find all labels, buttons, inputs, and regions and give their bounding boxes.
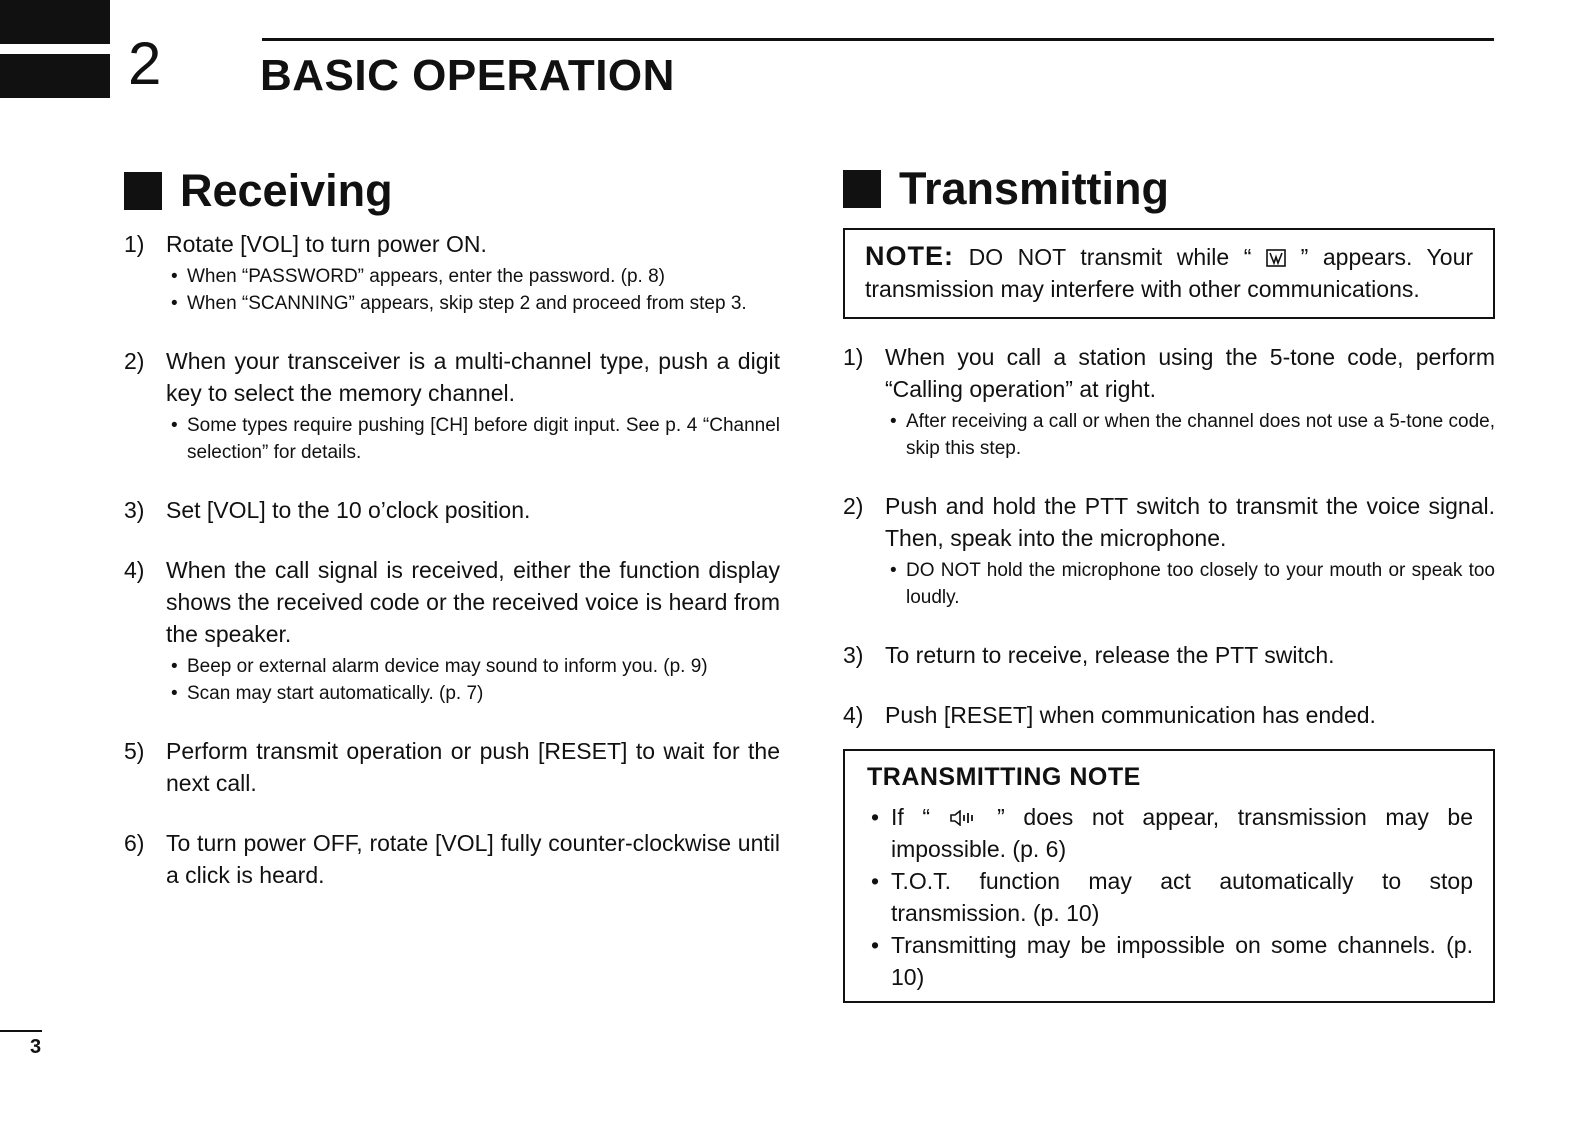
- step-number: 5): [124, 738, 145, 764]
- note-text-end: ” appears. Your transmission may interfere with other communications.: [865, 244, 1474, 302]
- receiving-step: [124, 494, 780, 526]
- step-number: 6): [124, 830, 145, 856]
- step-note: • When “PASSWORD” appears, enter the password. (p. 8): [171, 263, 780, 290]
- page-number: 3: [30, 1036, 42, 1058]
- step-number: 2): [124, 348, 145, 374]
- step-note: • After receiving a call or when the channel does not use a 5-tone code, skip this step.: [890, 408, 1495, 462]
- step-notes: [171, 412, 780, 466]
- transmit-indicator-icon: [949, 810, 979, 826]
- transmitting-note-item: [867, 801, 1473, 865]
- transmitting-note-item: • Transmitting may be impossible on some channels. (p. 10): [867, 929, 1473, 993]
- step-text: When the call signal is received, either the function display shows the received code or the received voice is heard from the speaker.: [166, 557, 780, 647]
- transmitting-note-list: [867, 801, 1473, 993]
- header-rule: [262, 38, 1494, 41]
- transmitting-note-item: • T.O.T. function may act automatically to stop transmission. (p. 10): [867, 865, 1473, 929]
- chapter-number: 2: [128, 30, 162, 97]
- transmitting-heading-text: Transmitting: [899, 163, 1170, 214]
- receiving-step: [124, 735, 780, 799]
- receiving-step: [124, 345, 780, 409]
- transmitting-section: [843, 228, 1495, 1003]
- note-text-start: DO NOT transmit while “: [968, 244, 1252, 270]
- step-text: Rotate [VOL] to turn power ON.: [166, 231, 487, 257]
- tn-item-text-end: ” does not appear, transmission may be impossible. (p. 6): [891, 804, 1473, 862]
- chapter-title: BASIC OPERATION: [260, 51, 675, 100]
- step-text: Set [VOL] to the 10 o’clock position.: [166, 497, 531, 523]
- chapter-tab-marker: [0, 0, 110, 44]
- step-text: Push [RESET] when communication has ended.: [885, 702, 1376, 728]
- step-number: 4): [124, 557, 145, 583]
- transmitting-step: [843, 490, 1495, 554]
- receiving-step: [124, 827, 780, 891]
- note-label: NOTE:: [865, 241, 954, 271]
- step-text: When your transceiver is a multi-channel type, push a digit key to select the memory channel.: [166, 348, 780, 406]
- receiving-heading: [124, 165, 393, 216]
- step-note: • Some types require pushing [CH] before digit input. See p. 4 “Channel selection” for details.: [171, 412, 780, 466]
- receiving-section: [124, 228, 780, 891]
- transmitting-step: [843, 699, 1495, 731]
- step-note: • DO NOT hold the microphone too closely to your mouth or speak too loudly.: [890, 557, 1495, 611]
- step-number: 1): [843, 344, 864, 370]
- step-text: To return to receive, release the PTT switch.: [885, 642, 1335, 668]
- step-notes: [171, 263, 780, 317]
- chapter-tab-marker: [0, 54, 110, 98]
- step-number: 1): [124, 231, 145, 257]
- step-number: 2): [843, 493, 864, 519]
- section-marker-icon: [843, 170, 881, 208]
- step-number: 3): [843, 642, 864, 668]
- receiving-step: [124, 554, 780, 650]
- step-text: When you call a station using the 5-tone code, perform “Calling operation” at right.: [885, 344, 1495, 402]
- transmitting-note-title: TRANSMITTING NOTE: [867, 763, 1141, 791]
- step-note: • When “SCANNING” appears, skip step 2 and proceed from step 3.: [171, 290, 780, 317]
- transmitting-step: [843, 639, 1495, 671]
- transmitting-step: [843, 341, 1495, 405]
- transmitting-heading: [843, 163, 1170, 214]
- receiving-heading-text: Receiving: [180, 165, 393, 216]
- note-box: [843, 228, 1495, 319]
- step-note: • Beep or external alarm device may sound to inform you. (p. 9): [171, 653, 780, 680]
- step-text: Perform transmit operation or push [RESET] to wait for the next call.: [166, 738, 780, 796]
- step-number: 3): [124, 497, 145, 523]
- step-note: • Scan may start automatically. (p. 7): [171, 680, 780, 707]
- step-text: To turn power OFF, rotate [VOL] fully counter-clockwise until a click is heard.: [166, 830, 780, 888]
- section-marker-icon: [124, 172, 162, 210]
- step-text: Push and hold the PTT switch to transmit the voice signal. Then, speak into the microphone.: [885, 493, 1495, 551]
- step-notes: [171, 653, 780, 707]
- step-notes: [890, 557, 1495, 611]
- receiving-step: [124, 228, 780, 260]
- step-notes: [890, 408, 1495, 462]
- step-number: 4): [843, 702, 864, 728]
- page-number-rule: [0, 1030, 42, 1032]
- transmitting-note-box: [843, 749, 1495, 1003]
- busy-indicator-icon: [1266, 249, 1286, 267]
- tn-item-text-start: If “: [891, 804, 931, 830]
